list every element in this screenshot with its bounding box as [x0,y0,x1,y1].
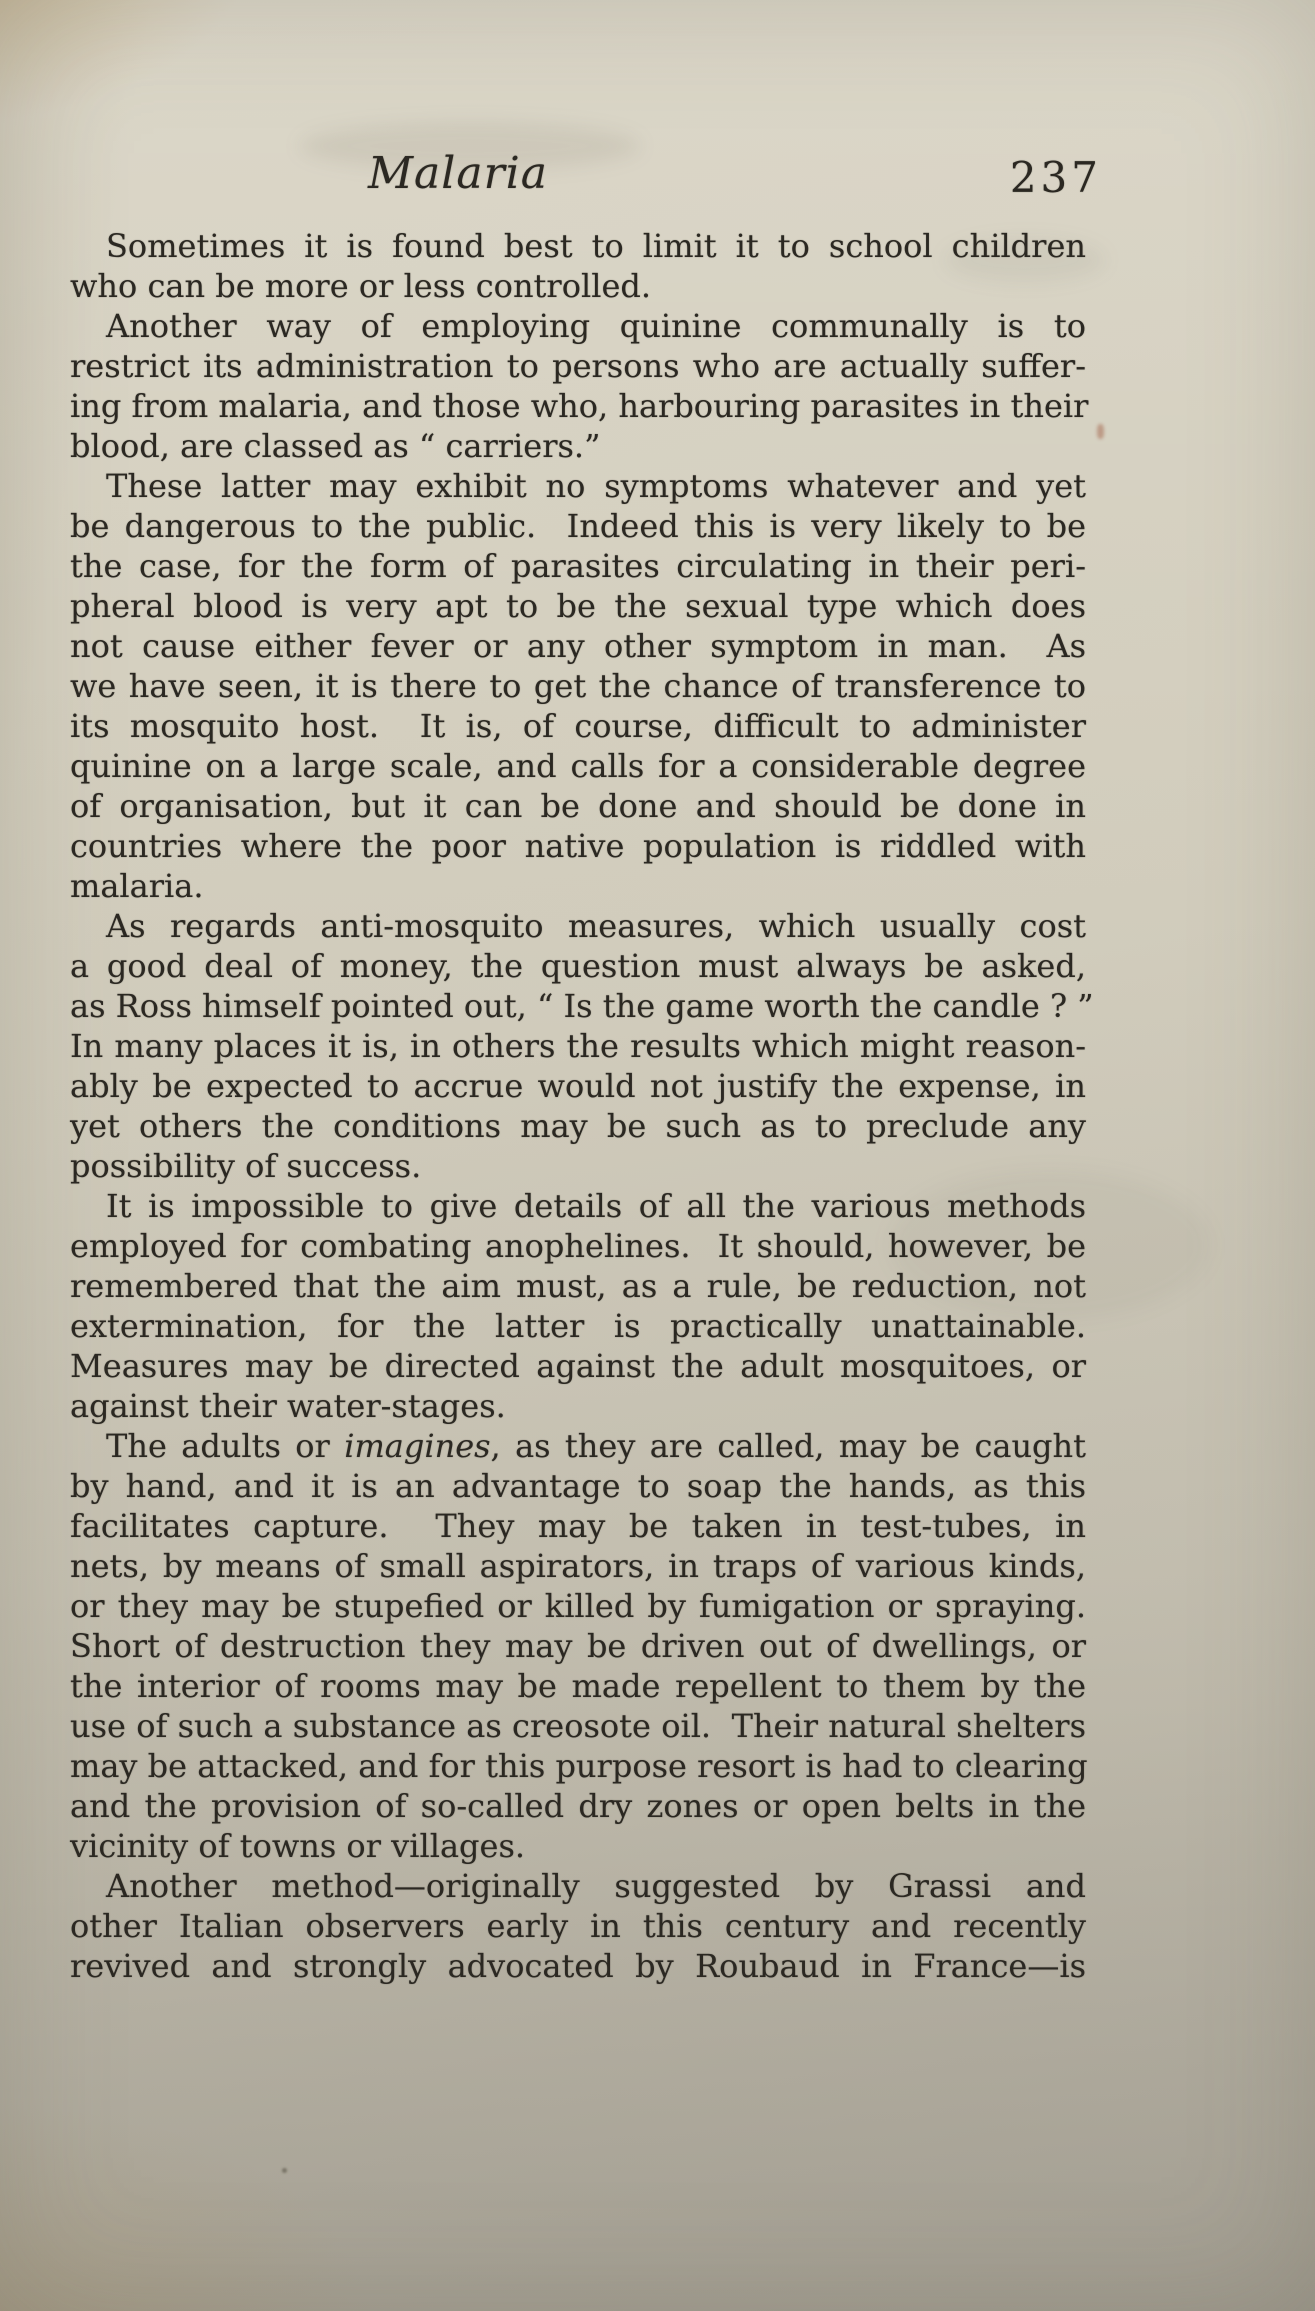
text-line: It is impossible to give details of all the various methods [106,1187,1086,1225]
text-line: other Italian observers early in this century and recently [70,1907,1086,1945]
text-line: the interior of rooms may be made repellent to them by the [70,1667,1086,1705]
text-line: malaria. [70,867,204,905]
text-line: Measures may be directed against the adult mosquitoes, or [70,1347,1086,1385]
text-line: may be attacked, and for this purpose resort is had to clearing [70,1747,1088,1785]
text-line: ably be expected to accrue would not justify the expense, in [70,1067,1086,1105]
paragraph [70,466,1086,906]
text-line: In many places it is, in others the results which might reason- [70,1027,1086,1065]
text-line: As regards anti-mosquito measures, which usually cost [106,907,1086,945]
text-line: blood, are classed as “ carriers.” [70,427,601,465]
text-line: Short of destruction they may be driven out of dwellings, or [70,1627,1086,1665]
text-line: the case, for the form of parasites circulating in their peri- [70,547,1086,585]
text-line: countries where the poor native population is riddled with [70,827,1086,865]
text-line: who can be more or less controlled. [70,267,652,305]
page-number: 237 [1009,153,1102,202]
text-line: remembered that the aim must, as a rule, be reduction, not [70,1267,1086,1305]
text-line: a good deal of money, the question must always be asked, [70,947,1086,985]
paragraph [70,1866,1086,1986]
text-line: not cause either fever or any other symptom in man. As [70,627,1086,665]
text-segment-italic: imagines [344,1427,491,1465]
ink-speck [282,2168,287,2173]
text-line: its mosquito host. It is, of course, difficult to administer [70,707,1086,745]
text-line: nets, by means of small aspirators, in traps of various kinds, [70,1547,1086,1585]
running-head [70,148,1102,218]
text-line: facilitates capture. They may be taken in test-tubes, in [70,1507,1086,1545]
text-line: extermination, for the latter is practically unattainable. [70,1307,1086,1345]
text-line: vicinity of towns or villages. [70,1827,526,1865]
text-line: pheral blood is very apt to be the sexual type which does [70,587,1086,625]
text-line: we have seen, it is there to get the chance of transference to [70,667,1086,705]
text-segment: The adults or [106,1427,345,1465]
text-line: as Ross himself pointed out, “ Is the game worth the candle ? ” [70,987,1094,1025]
text-line: These latter may exhibit no symptoms whatever and yet [106,467,1086,505]
text-line: Another way of employing quinine communally is to [106,307,1086,345]
text-line [70,1426,1086,1466]
text-line: restrict its administration to persons who are actually suffer- [70,347,1086,385]
text-line: and the provision of so-called dry zones or open belts in the [70,1787,1086,1825]
text-line: Another method—originally suggested by Grassi and [106,1867,1086,1905]
paragraph [70,226,1086,306]
text-line: or they may be stupefied or killed by fumigation or spraying. [70,1587,1086,1625]
text-line: against their water-stages. [70,1387,506,1425]
text-line: yet others the conditions may be such as to preclude any [70,1107,1086,1145]
page-title: Malaria [368,148,548,199]
paragraph [70,906,1094,1186]
paragraph [70,1186,1086,1426]
text-line: revived and strongly advocated by Roubaud in France—is [70,1947,1086,1985]
paragraph [70,1426,1086,1866]
text-line: use of such a substance as creosote oil. Their natural shelters [70,1707,1086,1745]
text-line: be dangerous to the public. Indeed this is very likely to be [70,507,1086,545]
text-line: Sometimes it is found best to limit it to school children [106,227,1086,265]
text-block [70,226,1094,1986]
text-line: employed for combating anophelines. It should, however, be [70,1227,1086,1265]
text-line: possibility of success. [70,1147,422,1185]
paragraph [70,306,1089,466]
text-line: by hand, and it is an advantage to soap the hands, as this [70,1467,1086,1505]
text-segment: , as they are called, may be caught [490,1427,1087,1465]
margin-mark [1097,424,1104,439]
text-line: ing from malaria, and those who, harbouring parasites in their [70,387,1089,425]
text-line: quinine on a large scale, and calls for a considerable degree [70,747,1086,785]
text-line: of organisation, but it can be done and should be done in [70,787,1086,825]
